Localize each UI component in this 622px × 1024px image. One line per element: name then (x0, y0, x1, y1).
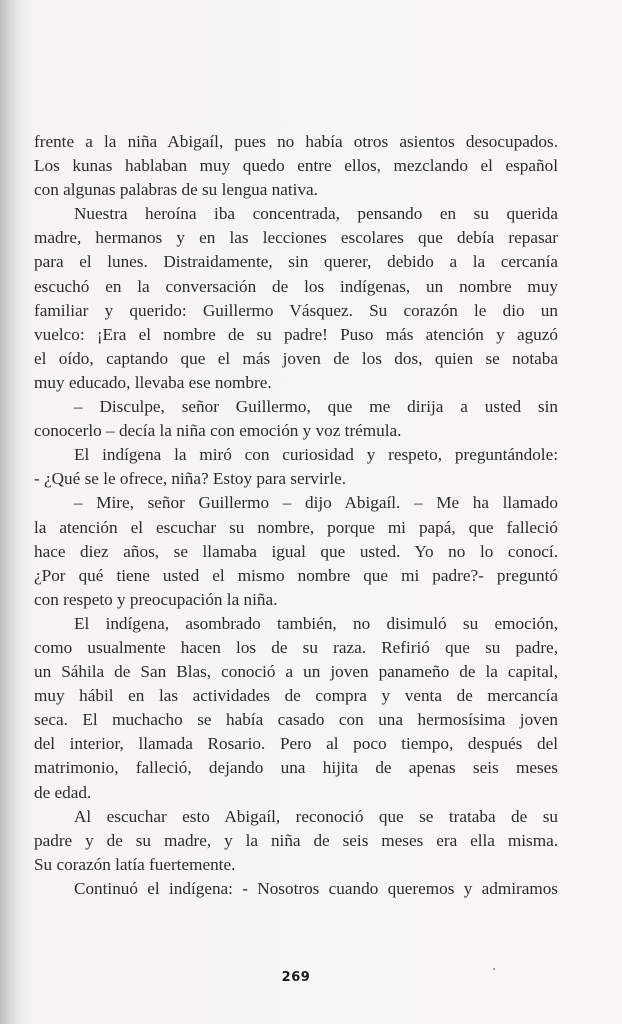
text-line: familiar y querido: Guillermo Vásquez. Su corazón le dio un (34, 300, 558, 320)
text-line: con respeto y preocupación la niña. (34, 589, 278, 609)
text-line: un Sáhila de San Blas, conoció a un joven panameño de la capital, (34, 662, 558, 682)
text-line: el oído, captando que el más joven de los dos, quien se notaba (34, 348, 558, 368)
text-line: El indígena, asombrado también, no disimuló su emoción, (74, 613, 558, 633)
text-line: El indígena la miró con curiosidad y respeto, preguntándole: (74, 445, 558, 465)
text-line: con algunas palabras de su lengua nativa. (34, 180, 318, 200)
text-line: Continuó el indígena: - Nosotros cuando queremos y admiramos (74, 878, 558, 898)
text-line: hace diez años, se llamaba igual que usted. Yo no lo conocí. (34, 541, 558, 561)
text-line: conocerlo – decía la niña con emoción y voz trémula. (34, 421, 402, 441)
text-line: la atención el escuchar su nombre, porque mi papá, que falleció (34, 517, 558, 537)
text-line: – Disculpe, señor Guillermo, que me dirija a usted sin (74, 397, 558, 417)
body-text (34, 130, 558, 901)
text-line: como usualmente hacen los de su raza. Refirió que su padre, (34, 637, 558, 657)
text-line: – Mire, señor Guillermo – dijo Abigaíl. – Me ha llamado (74, 493, 558, 513)
text-line: seca. El muchacho se había casado con una hermosísima joven (34, 710, 558, 730)
text-line: matrimonio, falleció, dejando una hijita de apenas seis meses (34, 758, 558, 778)
text-line: muy hábil en las actividades de compra y venta de mercancía (34, 686, 558, 706)
page-number: 269 (281, 970, 311, 985)
text-line: - ¿Qué se le ofrece, niña? Estoy para servirle. (34, 469, 347, 489)
text-line: ¿Por qué tiene usted el mismo nombre que mi padre?- preguntó (34, 565, 558, 585)
text-line: Su corazón latía fuertemente. (34, 854, 236, 874)
text-line: Los kunas hablaban muy quedo entre ellos, mezclando el español (34, 156, 558, 176)
text-line: del interior, llamada Rosario. Pero al poco tiempo, después del (34, 734, 558, 754)
text-line: Nuestra heroína iba concentrada, pensando en su querida (74, 204, 558, 224)
text-line: Al escuchar esto Abigaíl, reconoció que se trataba de su (74, 806, 558, 826)
text-line: para el lunes. Distraidamente, sin querer, debido a la cercanía (34, 252, 558, 272)
text-line: padre y de su madre, y la niña de seis meses era ella misma. (34, 830, 558, 850)
text-line: madre, hermanos y en las lecciones escolares que debía repasar (34, 228, 558, 248)
print-speck (493, 968, 495, 970)
text-line: escuchó en la conversación de los indígenas, un nombre muy (34, 276, 558, 296)
text-line: de edad. (34, 782, 92, 802)
text-line: vuelco: ¡Era el nombre de su padre! Puso más atención y aguzó (34, 324, 558, 344)
text-line: muy educado, llevaba ese nombre. (34, 372, 272, 392)
text-line: frente a la niña Abigaíl, pues no había otros asientos desocupados. (34, 132, 558, 151)
